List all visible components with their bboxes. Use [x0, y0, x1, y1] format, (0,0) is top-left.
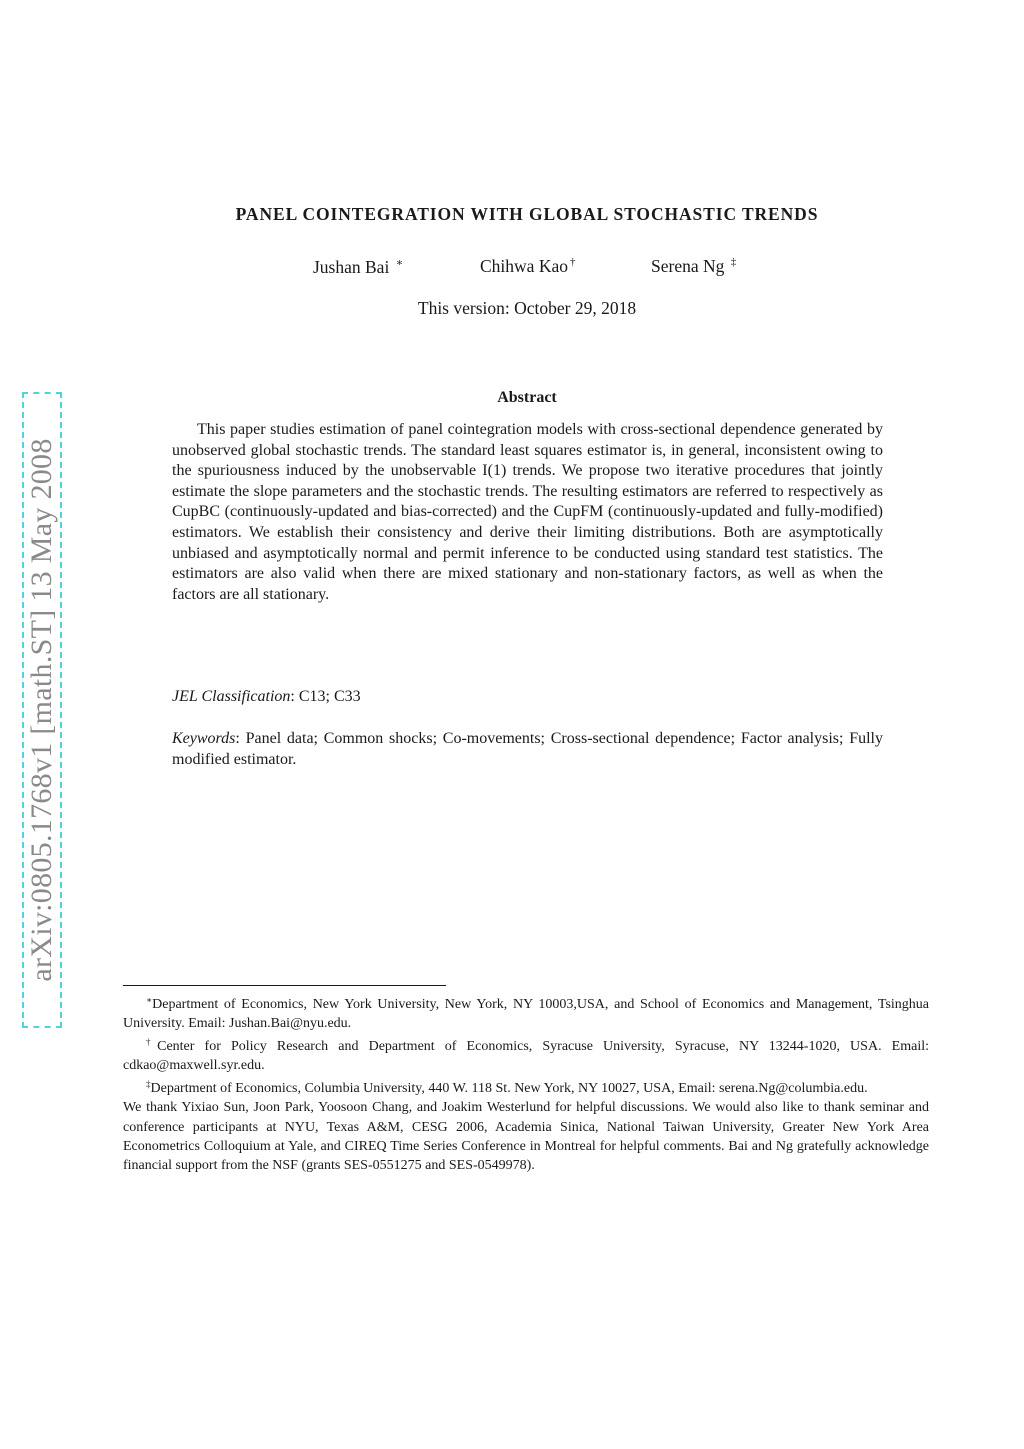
footnote-mark: †	[146, 1037, 158, 1048]
footnotes	[123, 991, 929, 1175]
author-serena-ng	[651, 256, 736, 277]
abstract-heading: Abstract	[497, 389, 557, 406]
footnote-mark: ‡	[146, 1079, 151, 1090]
keywords-value: : Panel data; Common shocks; Co-movements; Cross-sectional dependence; Factor analysis; Fully modified estimator.	[172, 730, 883, 768]
footnote-item	[123, 1033, 929, 1075]
jel-classification	[172, 688, 883, 706]
keywords	[172, 729, 883, 770]
footnote-text: Center for Policy Research and Department of Economics, Syracuse University, Syracuse, NY 13244-1020, USA. Email: cdkao@maxwell.syr.edu.	[123, 1039, 929, 1074]
version-date: This version: October 29, 2018	[417, 298, 637, 318]
footnote-item	[123, 1075, 929, 1098]
footnote-text: Department of Economics, New York University, New York, NY 10003,USA, and School of Economics and Management, Tsinghua University. Email: Jushan.Bai@nyu.edu.	[123, 997, 929, 1032]
jel-label: JEL Classification	[172, 688, 291, 705]
author-footnote-mark: †	[569, 256, 576, 268]
footnote-text: Department of Economics, Columbia University, 440 W. 118 St. New York, NY 10027, USA, Email: serena.Ng@columbia.edu.	[150, 1081, 868, 1097]
footnote-mark: ∗	[146, 995, 153, 1005]
abstract-text: This paper studies estimation of panel cointegration models with cross-sectional dependence generated by unobserved global stochastic trends. The standard least squares estimator is, in general, inconsistent owing to the spuriousness induced by the unobservable I(1) trends. We propose two iterative procedures that jointly estimate the slope parameters and the stochastic trends. The resulting estimators are referred to respectively as CupBC (continuously-updated and bias-corrected) and the CupFM (continuously-updated and fully-modified) estimators. We establish their consistency and derive their limiting distributions. Both are asymptotically unbiased and asymptotically normal and permit inference to be conducted using standard test statistics. The estimators are also valid when there are mixed stationary and non-stationary factors, as well as when the factors are all stationary.	[172, 421, 883, 603]
keywords-label: Keywords	[172, 730, 236, 747]
author-name: Chihwa Kao	[480, 256, 568, 276]
arxiv-identifier-stamp	[22, 392, 62, 1028]
arxiv-identifier-text: arXiv:0805.1768v1 [math.ST] 13 May 2008	[25, 438, 58, 982]
footnote-item	[123, 991, 929, 1033]
jel-value: : C13; C33	[290, 688, 361, 705]
author-chihwa-kao	[480, 256, 575, 277]
author-name: Serena Ng	[651, 256, 725, 276]
author-footnote-mark: ‡	[730, 256, 737, 268]
acknowledgement: We thank Yixiao Sun, Joon Park, Yoosoon Chang, and Joakim Westerlund for helpful discussions. We would also like to thank seminar and conference participants at NYU, Texas A&M, CESG 2006, Academia Sinica, National Taiwan University, Greater New York Area Econometrics Colloquium at Yale, and CIREQ Time Series Conference in Montreal for helpful comments. Bai and Ng gratefully acknowledge financial support from the NSF (grants SES-0551275 and SES-0549978).	[123, 1100, 929, 1173]
author-name: Jushan Bai	[313, 257, 390, 277]
author-jushan-bai	[313, 256, 403, 278]
footnote-divider	[123, 985, 446, 986]
author-footnote-mark: ∗	[395, 257, 404, 269]
paper-title: PANEL COINTEGRATION WITH GLOBAL STOCHASTIC TRENDS	[235, 204, 819, 224]
